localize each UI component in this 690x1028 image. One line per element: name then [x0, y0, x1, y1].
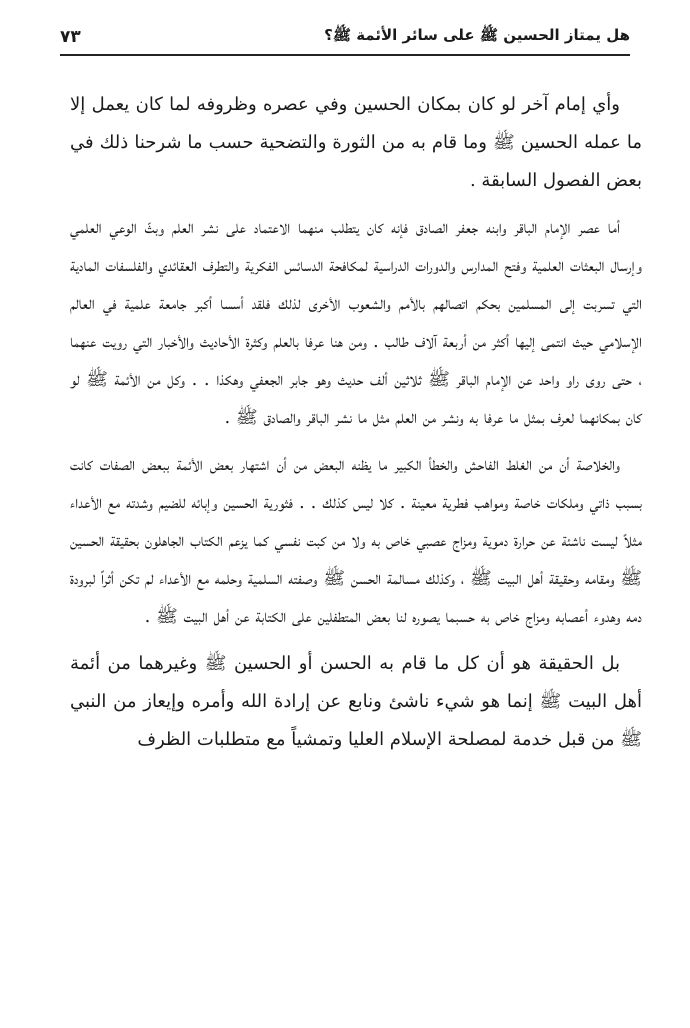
paragraph: بل الحقيقة هو أن كل ما قام به الحسن أو الحسين ﷺ وغيرهما من أئمة أهل البيت ﷺ إنما هو شيء ناشئ ونابع عن إرادة الله وأمره وإيعاز من النبي ﷺ من قبل خدمة لمصلحة الإسلام العليا وتمشياً مع متطلبات الظرف — [70, 653, 642, 750]
body-text — [70, 86, 642, 768]
paragraph: والخلاصة أن من الغلط الفاحش والخطأ الكبير ما يظنه البعض من أن اشتهار بعض الأئمة ببعض الصفات كانت بسبب ذاتي وملكات خاصة ومواهب فطرية معينة . كلا ليس كذلك . . فثورية الحسين وإبائه للضيم وشدته مع الأعداء مثلاً ليست ناشئة عن حرارة دموية ومزاج عصبي خاص به ولا من كبت نفسي كما يزعم الكتاب الجاهلون بحقيقة الحسين ﷺ ومقامه وحقيقة أهل البيت ﷺ ، وكذلك مسالمة الحسن ﷺ وصفته السلمية وحلمه مع الأعداء لم تكن أثراً لبرودة دمه وهدوء أعصابه ومزاج خاص به حسبما يصوره لنا بعض المتطفلين على الكتابة عن أهل البيت ﷺ . — [70, 454, 642, 627]
page-header — [60, 22, 630, 52]
header-rule — [60, 54, 630, 56]
running-title: هل يمتاز الحسين ﷺ على سائر الأئمة ﷺ؟ — [324, 26, 630, 44]
paragraph: أما عصر الإمام الباقر وابنه جعفر الصادق فإنه كان يتطلب منهما الاعتماد على نشر العلم وبثّ الوعي العلمي وإرسال البعثات العلمية وفتح المدارس والدورات الدراسية لمكافحة الدسائس الفكرية والتطرف العقائدي والفلسفات المادية التي تسربت إلى المسلمين بحكم اتصالهم بالأمم والشعوب الأخرى لذلك فلقد أسسا أكبر جامعة علمية في العالم الإسلامي حيث انتمى إليها أكثر من أربعة آلاف طالب . ومن هنا عرفا بالعلم وكثرة الأحاديث والأخبار التي رويت عنهما ، حتى روى راو واحد عن الإمام الباقر ﷺ ثلاثين ألف حديث وهو جابر الجعفي وهكذا . . وكل من الأئمة ﷺ لو كان بمكانهما لعرف بمثل ما عرفا به ونشر من العلم مثل ما نشر الباقر والصادق ﷺ . — [70, 217, 642, 428]
page-number: ٧٣ — [60, 27, 81, 47]
paragraph: وأي إمام آخر لو كان بمكان الحسين وفي عصره وظروفه لما كان يعمل إلا ما عمله الحسين ﷺ وما قام به من الثورة والتضحية حسب ما شرحنا ذلك في بعض الفصول السابقة . — [70, 94, 642, 191]
